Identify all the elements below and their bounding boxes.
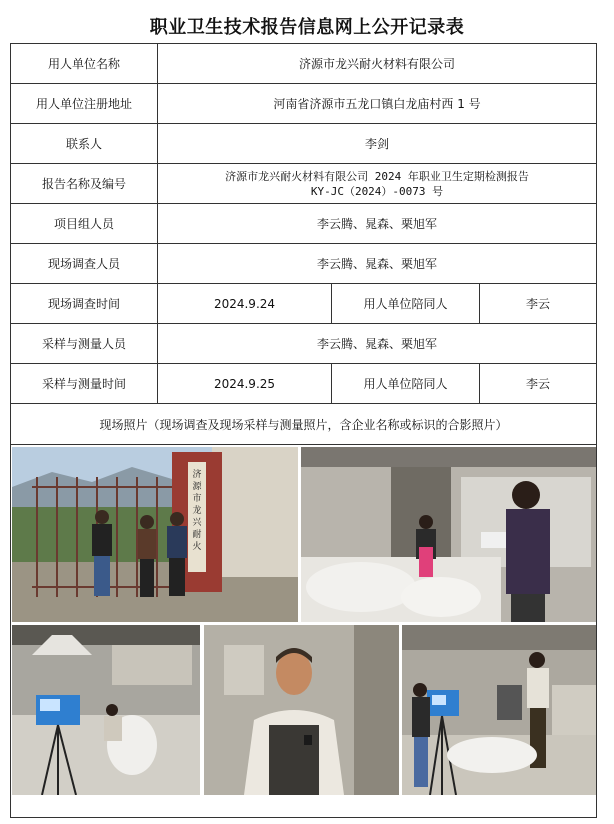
survey-time-label: 现场调查时间 xyxy=(11,284,158,324)
project-team-value: 李云腾、晁森、栗旭军 xyxy=(158,204,597,244)
sampling-staff-value: 李云腾、晁森、栗旭军 xyxy=(158,324,597,364)
page-title: 职业卫生技术报告信息网上公开记录表 xyxy=(149,17,465,38)
row-survey-staff xyxy=(11,244,597,284)
photo-worker-portrait xyxy=(204,625,399,795)
photos-heading: 现场照片（现场调查及现场采样与测量照片，含企业名称或标识的合影照片） xyxy=(11,404,597,445)
svg-text:源: 源 xyxy=(192,482,202,492)
row-sampling-staff xyxy=(11,324,597,364)
row-employer-address xyxy=(11,84,597,124)
sampling-time-value: 2024.9.25 xyxy=(158,364,332,404)
survey-staff-value: 李云腾、晁森、栗旭军 xyxy=(158,244,597,284)
contact-value: 李剑 xyxy=(158,124,597,164)
photos-area xyxy=(11,445,597,818)
row-photos xyxy=(11,445,597,818)
svg-text:火: 火 xyxy=(192,542,202,552)
project-team-label: 项目组人员 xyxy=(11,204,158,244)
sampling-staff-label: 采样与测量人员 xyxy=(11,324,158,364)
row-employer-name xyxy=(11,44,597,84)
employer-address-label: 用人单位注册地址 xyxy=(11,84,158,124)
employer-address-value: 河南省济源市五龙口镇白龙庙村西 1 号 xyxy=(158,84,597,124)
survey-time-value: 2024.9.24 xyxy=(158,284,332,324)
photo-sampling-tripod xyxy=(12,625,200,795)
svg-text:兴: 兴 xyxy=(192,518,202,528)
row-photos-heading xyxy=(11,404,597,445)
row-contact xyxy=(11,124,597,164)
row-sampling-time xyxy=(11,364,597,404)
row-report xyxy=(11,164,597,204)
svg-text:济: 济 xyxy=(192,470,202,480)
sampling-companion-label: 用人单位陪同人 xyxy=(332,364,480,404)
photo-sampling-workers xyxy=(402,625,596,795)
report-name: 济源市龙兴耐火材料有限公司 2024 年职业卫生定期检测报告 xyxy=(225,169,529,183)
survey-companion-label: 用人单位陪同人 xyxy=(332,284,480,324)
employer-name-label: 用人单位名称 xyxy=(11,44,158,84)
survey-companion-value: 李云 xyxy=(480,284,597,324)
employer-name-value: 济源市龙兴耐火材料有限公司 xyxy=(158,44,597,84)
record-table xyxy=(10,43,597,818)
sampling-companion-value: 李云 xyxy=(480,364,597,404)
photo-workshop-survey xyxy=(301,447,596,622)
row-project-team xyxy=(11,204,597,244)
report-value xyxy=(158,164,597,204)
report-label: 报告名称及编号 xyxy=(11,164,158,204)
survey-staff-label: 现场调查人员 xyxy=(11,244,158,284)
row-survey-time xyxy=(11,284,597,324)
svg-text:耐: 耐 xyxy=(192,530,202,540)
svg-text:市: 市 xyxy=(192,494,202,504)
photo-gate-group xyxy=(12,447,298,622)
svg-text:龙: 龙 xyxy=(192,506,202,516)
sampling-time-label: 采样与测量时间 xyxy=(11,364,158,404)
contact-label: 联系人 xyxy=(11,124,158,164)
report-number: KY-JC（2024）-0073 号 xyxy=(310,184,444,198)
